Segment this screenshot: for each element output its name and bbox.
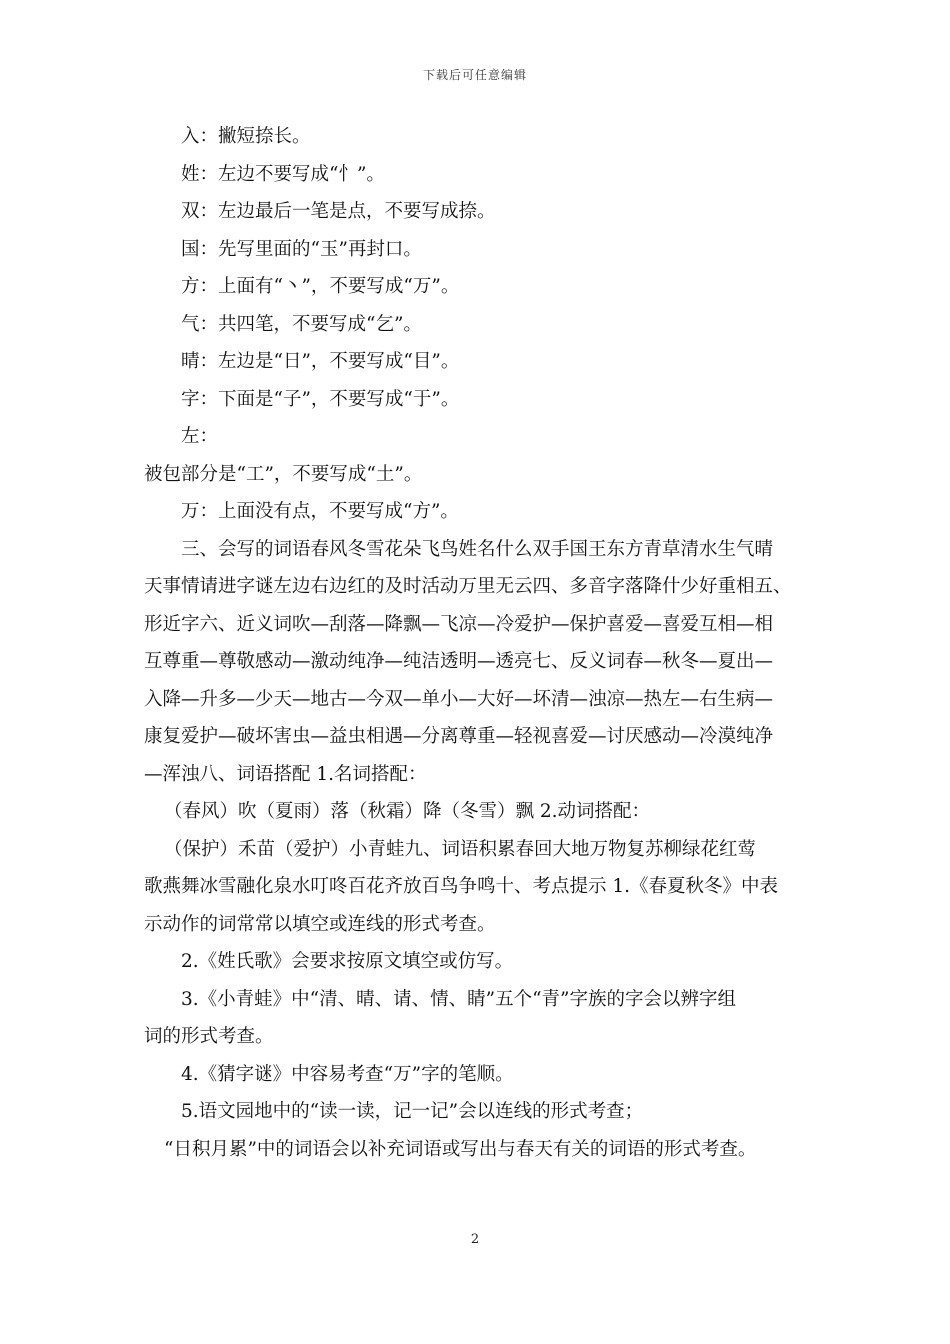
verb-paragraph-line-3: 示动作的词常常以填空或连线的形式考查。 xyxy=(144,913,496,935)
main-paragraph-line-3: 形近字六、近义词吹—刮落—降飘—飞凉—冷爱护—保护喜爱—喜爱互相—相 xyxy=(144,613,774,635)
main-paragraph-line-1: 三、会写的词语春风冬雪花朵飞鸟姓名什么双手国王东方青草清水生气晴 xyxy=(181,538,774,560)
tip-4: 4.《猜字谜》中容易考查“万”字的笔顺。 xyxy=(181,1063,514,1085)
text-line-guo: 国：先写里面的“玉”再封口。 xyxy=(181,238,422,260)
text-line-xing: 姓：左边不要写成“忄”。 xyxy=(181,163,385,185)
text-line-qing: 晴：左边是“日”，不要写成“目”。 xyxy=(181,351,460,372)
page-header: 下载后可任意编辑 xyxy=(422,68,527,82)
tip-2: 2.《姓氏歌》会要求按原文填空或仿写。 xyxy=(181,951,514,972)
text-line-qi: 气：共四笔，不要写成“乞”。 xyxy=(181,313,422,335)
noun-collocation-line: （春风）吹（夏雨）落（秋霜）降（冬雪）飘 2.动词搭配： xyxy=(164,801,651,822)
text-line-ru: 入：撇短捺长。 xyxy=(181,126,311,147)
text-line-zi: 字：下面是“子”，不要写成“于”。 xyxy=(181,388,460,410)
main-paragraph-line-5: 入降—升多—少天—地古—今双—单小—大好—坏清—浊凉—热左—右生病— xyxy=(144,688,774,710)
tip-3-line-1: 3.《小青蛙》中“清、晴、请、情、睛”五个“青”字族的字会以辨字组 xyxy=(181,988,736,1010)
main-paragraph-line-6: 康复爱护—破坏害虫—益虫相遇—分离尊重—轻视喜爱—讨厌感动—冷漠纯净 xyxy=(144,726,774,747)
text-line-shuang: 双：左边最后一笔是点，不要写成捺。 xyxy=(181,201,496,222)
page-number: 2 xyxy=(470,1232,480,1247)
main-paragraph-line-7: —浑浊八、词语搭配 1.名词搭配： xyxy=(144,763,427,785)
text-line-fang: 方：上面有“丶”，不要写成“万”。 xyxy=(181,276,460,297)
main-paragraph-line-4: 互尊重—尊敬感动—激动纯净—纯洁透明—透亮七、反义词春—秋冬—夏出— xyxy=(144,651,774,672)
tip-6: “日积月累”中的词语会以补充词语或写出与春天有关的词语的形式考查。 xyxy=(164,1138,757,1160)
main-paragraph-line-2: 天事情请进字谜左边右边红的及时活动万里无云四、多音字落降什少好重相五、 xyxy=(144,576,792,597)
verb-paragraph-line-1: （保护）禾苗（爱护）小青蛙九、词语积累春回大地万物复苏柳绿花红莺 xyxy=(164,838,757,860)
text-line-wan: 万：上面没有点，不要写成“方”。 xyxy=(181,501,459,522)
tip-3-line-2: 词的形式考查。 xyxy=(144,1026,274,1047)
tip-5: 5.语文园地中的“读一读，记一记”会以连线的形式考查； xyxy=(181,1101,644,1122)
document-body xyxy=(144,118,814,1168)
text-line-zuo-detail: 被包部分是“工”，不要写成“土”。 xyxy=(144,463,423,485)
text-line-zuo: 左： xyxy=(181,426,219,447)
verb-paragraph-line-2: 歌燕舞冰雪融化泉水叮咚百花齐放百鸟争鸣十、考点提示 1.《春夏秋冬》中表 xyxy=(144,876,779,897)
